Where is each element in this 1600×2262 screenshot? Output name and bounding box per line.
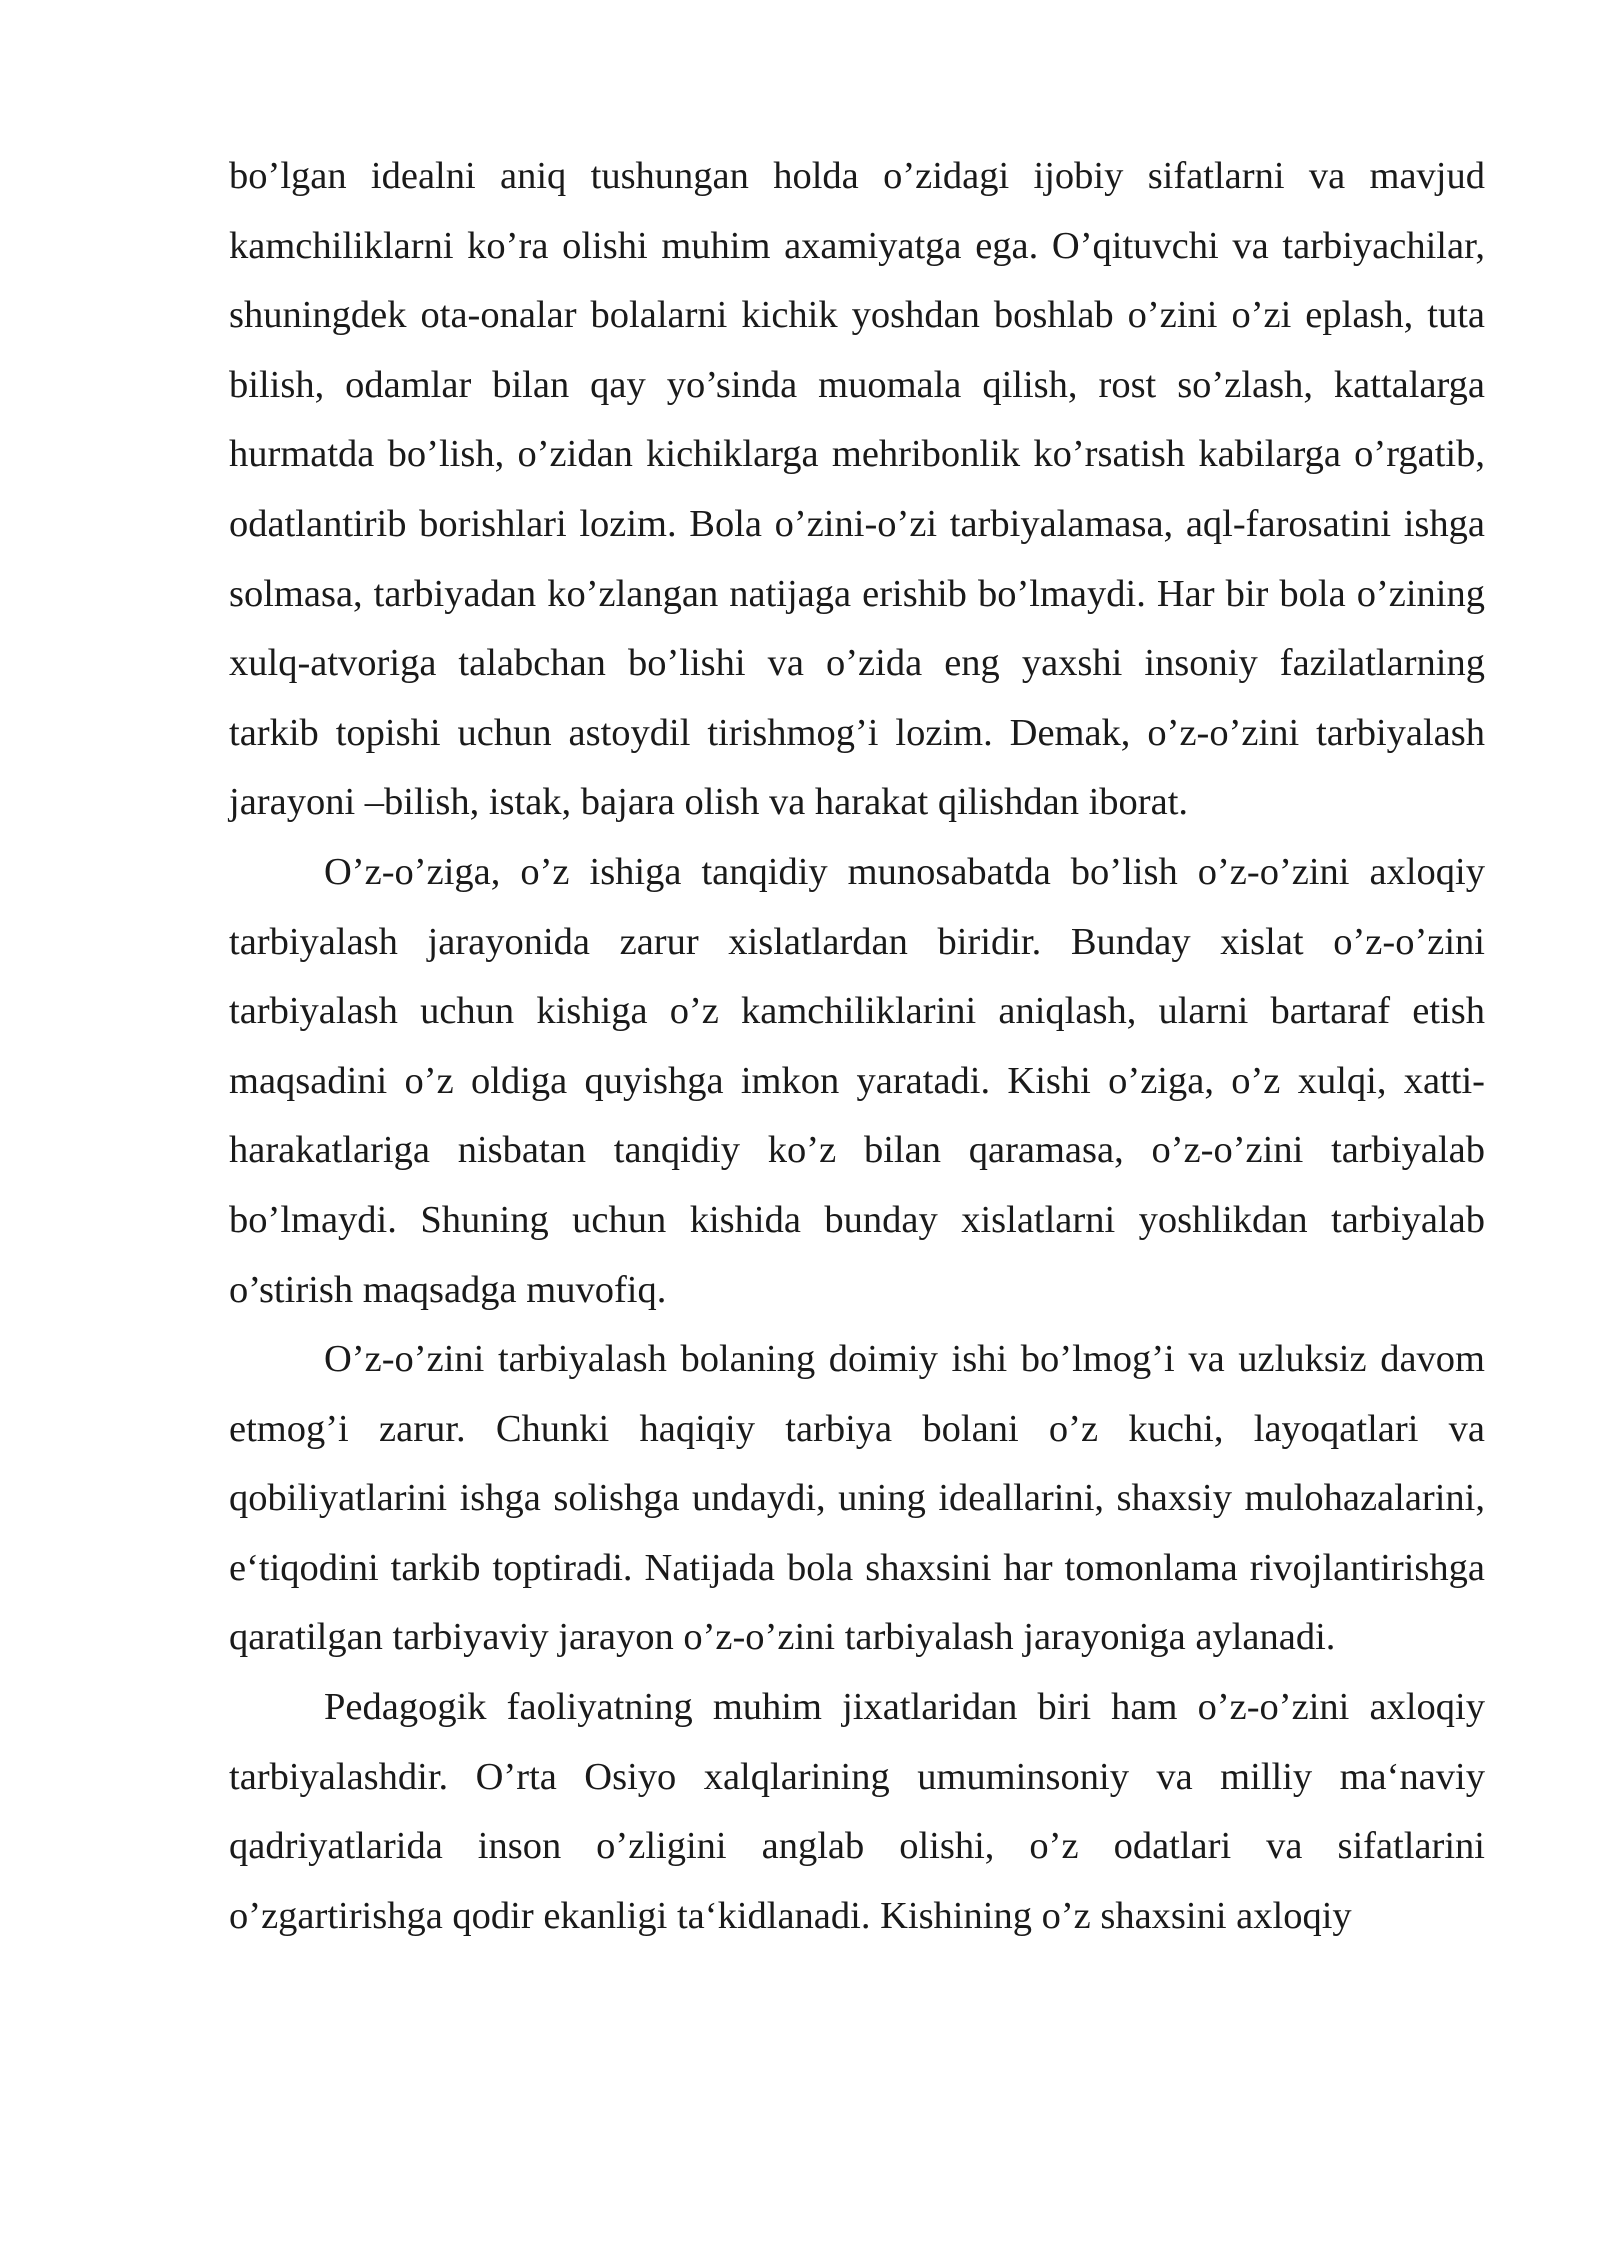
paragraph-3: O’z-o’zini tarbiyalash bolaning doimiy ishi bo’lmog’i va uzluksiz davom etmog’i zarur. Chunki haqiqiy tarbiya bolani o’z kuchi, layoqatlari va qobiliyatlarini ishga solishga undaydi, uning ideallarini, shaxsiy mulohazalarini, e‘tiqodini tarkib toptiradi. Natijada bola shaxsini har tomonlama rivojlantirishga qaratilgan tarbiyaviy jarayon o’z-o’zini tarbiyalash jarayoniga aylanadi. [229, 1338, 1485, 1659]
body-text [229, 142, 1485, 1951]
paragraph-2: O’z-o’ziga, o’z ishiga tanqidiy munosabatda bo’lish o’z-o’zini axloqiy tarbiyalash jarayonida zarur xislatlardan biridir. Bunday xislat o’z-o’zini tarbiyalash uchun kishiga o’z kamchiliklarini aniqlash, ularni bartaraf etish maqsadini o’z oldiga quyishga imkon yaratadi. Kishi o’ziga, o’z xulqi, xatti-harakatlariga nisbatan tanqidiy ko’z bilan qaramasa, o’z-o’zini tarbiyalab bo’lmaydi. Shuning uchun kishida bunday xislatlarni yoshlikdan tarbiyalab o’stirish maqsadga muvofiq. [229, 850, 1485, 1311]
paragraph-4: Pedagogik faoliyatning muhim jixatlaridan biri ham o’z-o’zini axloqiy tarbiyalashdir. O’rta Osiyo xalqlarining umuminsoniy va milliy ma‘naviy qadriyatlarida inson o’zligini anglab olishi, o’z odatlari va sifatlarini o’zgartirishga qodir ekanligi ta‘kidlanadi. Kishining o’z shaxsini axloqiy [229, 1686, 1485, 1937]
paragraph-1: bo’lgan idealni aniq tushungan holda o’zidagi ijobiy sifatlarni va mavjud kamchiliklarni ko’ra olishi muhim axamiyatga ega. O’qituvchi va tarbiyachilar, shuningdek ota-onalar bolalarni kichik yoshdan boshlab o’zini o’zi eplash, tuta bilish, odamlar bilan qay yo’sinda muomala qilish, rost so’zlash, kattalarga hurmatda bo’lish, o’zidan kichiklarga mehribonlik ko’rsatish kabilarga o’rgatib, odatlantirib borishlari lozim. Bola o’zini-o’zi tarbiyalamasa, aql-farosatini ishga solmasa, tarbiyadan ko’zlangan natijaga erishib bo’lmaydi. Har bir bola o’zining xulq-atvoriga talabchan bo’lishi va o’zida eng yaxshi insoniy fazilatlarning tarkib topishi uchun astoydil tirishmog’i lozim. Demak, o’z-o’zini tarbiyalash jarayoni –bilish, istak, bajara olish va harakat qilishdan iborat. [229, 155, 1485, 824]
